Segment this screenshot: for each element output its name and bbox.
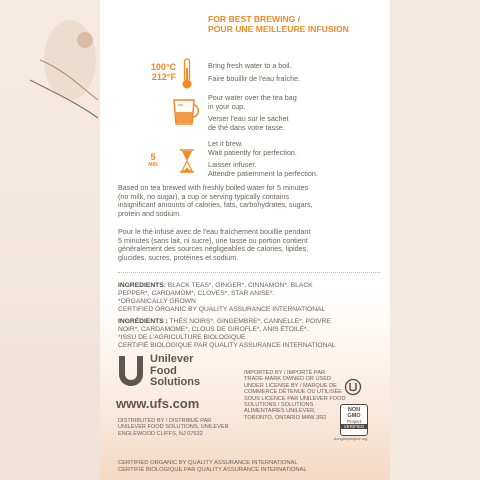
hourglass-icon: [178, 148, 196, 174]
non-gmo-url: nongmoproject.org: [334, 436, 368, 441]
imported-by: IMPORTED BY / IMPORTÉ PAR TRADE-MARK OWNED OR USED UNDER LICENSE BY / MARQUE DE COMMERCE DÉTENUE OU UTILISÉE SOUS LICENCE PAR UNILEVER FOOD SOLUTIONS / SOLUTIONS ALIMENTAIRES UNILEVER, TORONTO, ONTARIO M4W 3R2: [244, 370, 346, 421]
brand-name: Unilever Food Solutions: [150, 353, 201, 388]
thermometer-icon: [180, 58, 194, 90]
step1-text: Bring fresh water to a boil. Faire bouillir de l'eau fraîche.: [208, 61, 301, 83]
ingredients-french: INGRÉDIENTS : THÉS NOIRS*, GINGEMBRE*, CANNELLE*, POIVRE NOIR*, CARDAMOME*, CLOUS DE GIROFLE*, ANIS ÉTOILÉ*. *ISSU DE L'AGRICULTURE BIOLOGIQUE CERTIFIÉ BIOLOGIQUE PAR QUALITY ASSURANCE INTERNATIONAL: [118, 318, 336, 349]
brew-time: 5 MIN: [148, 152, 158, 168]
nutrition-french: Pour le thé infusé avec de l'eau fraîchement bouillie pendant 5 minutes (sans lait, ni sucre), une tasse ou portion contient généralement des sources négligeables de calories, lipides, glucides, sucres, protéines et sodium.: [118, 227, 311, 262]
step2-text: Pour water over the tea bag in your cup. Verser l'eau sur le sachet de thé dans votre tasse.: [208, 93, 297, 132]
certified-organic: CERTIFIED ORGANIC BY QUALITY ASSURANCE INTERNATIONAL CERTIFIÉ BIOLOGIQUE PAR QUALITY ASSURANCE INTERNATIONAL: [118, 460, 307, 473]
ingredients-english: INGREDIENTS: BLACK TEAS*, GINGER*, CINNAMON*, BLACK PEPPER*, CARDAMOM*, CLOVES*, STAR ANISE*. *ORGANICALLY GROWN CERTIFIED ORGANIC BY QUALITY ASSURANCE INTERNATIONAL: [118, 282, 326, 313]
website: www.ufs.com: [116, 396, 200, 411]
brewing-header: FOR BEST BREWING / POUR UNE MEILLEURE INFUSION: [208, 14, 349, 34]
kosher-symbol-icon: [344, 378, 362, 396]
left-decoration: [0, 0, 100, 480]
step3-text: Let it brew. Wait patiently for perfection. Laisser infuser. Attendre patiemment la perfection.: [208, 139, 318, 178]
unilever-logo-icon: [116, 354, 146, 388]
measuring-cup-icon: [170, 96, 200, 128]
non-gmo-badge: NON GMO Project VERIFIED: [340, 404, 368, 436]
right-decoration: [390, 0, 480, 480]
distributed-by: DISTRIBUTED BY / DISTRIBUÉ PAR UNILEVER FOOD SOLUTIONS, UNILEVER ENGLEWOOD CLIFFS, NJ 07632: [118, 418, 229, 437]
divider: [118, 272, 380, 273]
temperature-readout: 100°C 212°F: [150, 62, 176, 82]
nutrition-english: Based on tea brewed with freshly boiled water for 5 minutes (no milk, no sugar), a cup or serving typically contains insignificant amounts of calories, fats, carbohydrates, sugars, protein and sodium.: [118, 183, 313, 218]
